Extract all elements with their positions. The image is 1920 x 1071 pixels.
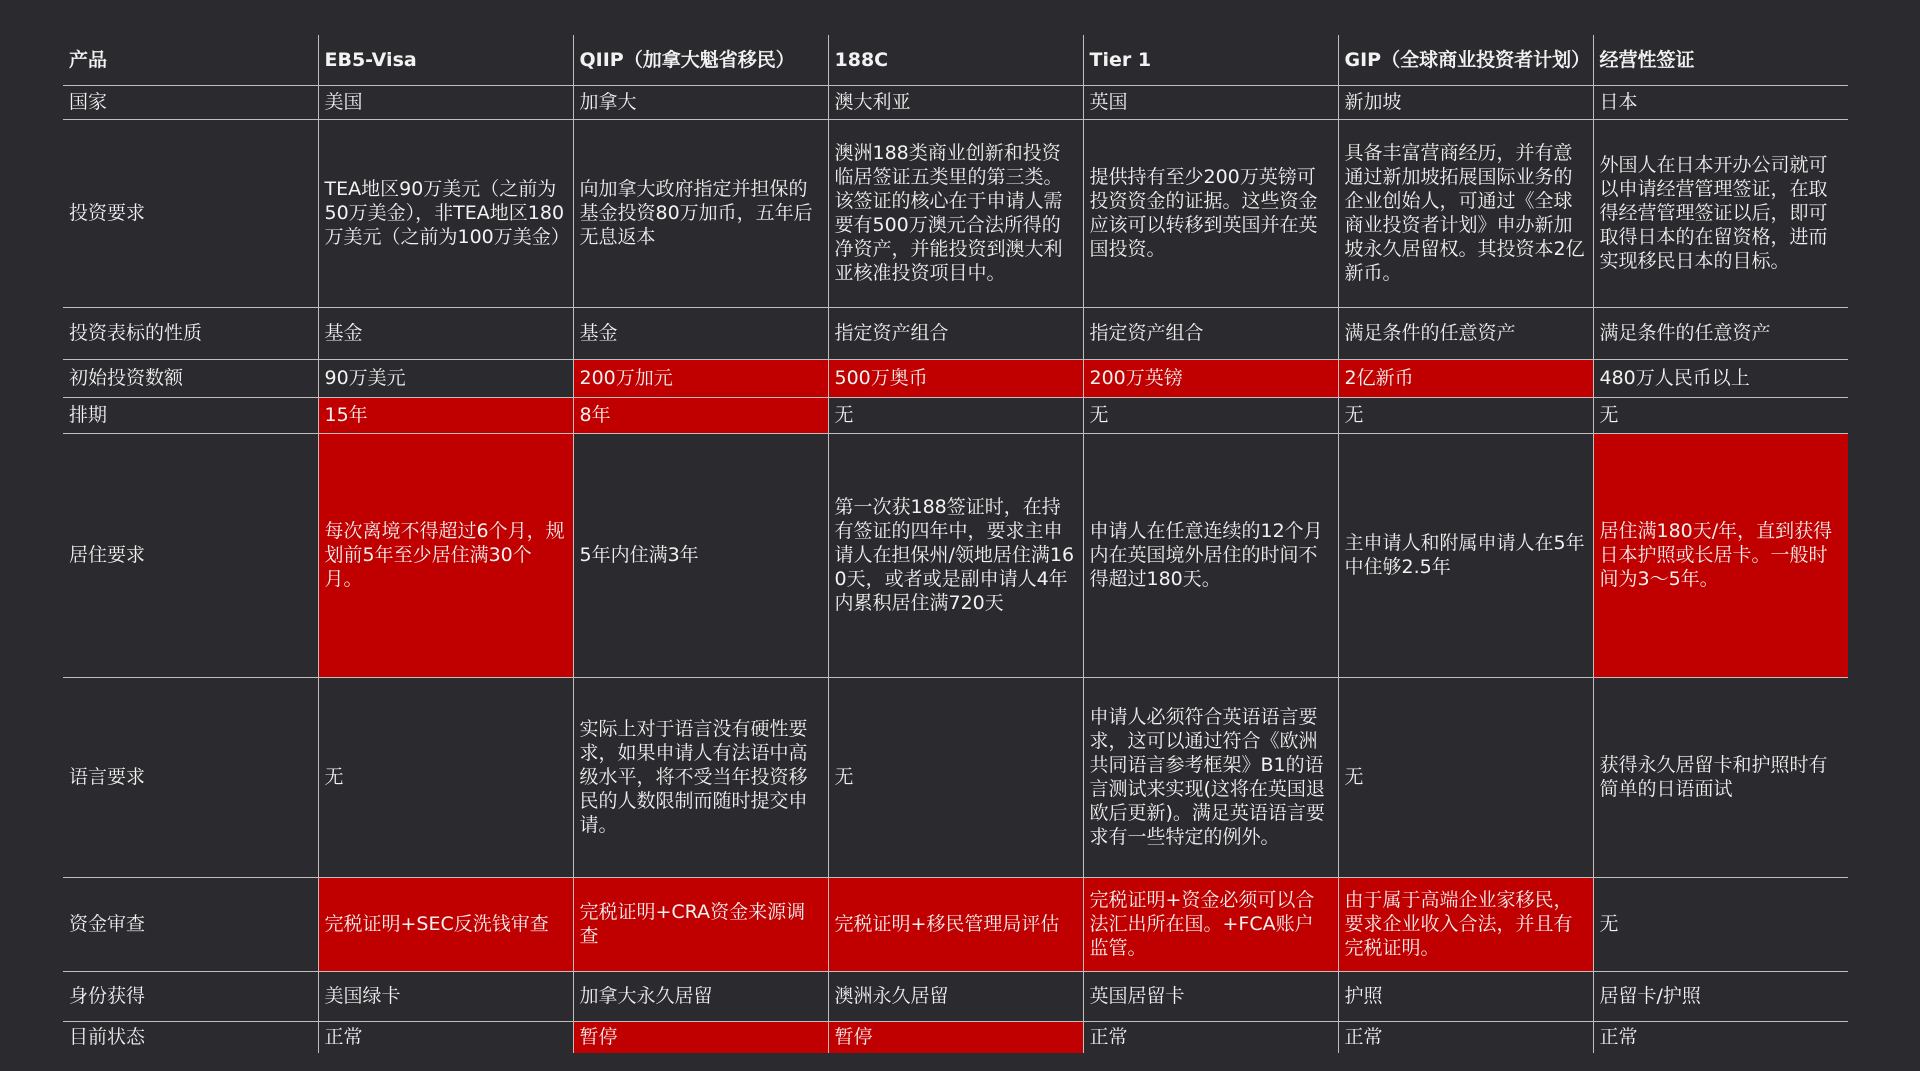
- row-label: 投资表标的性质: [63, 307, 318, 359]
- table-cell: 英国居留卡: [1083, 971, 1338, 1021]
- table-cell: 基金: [573, 307, 828, 359]
- highlighted-cell: 500万奥币: [828, 359, 1083, 397]
- row-label: 投资要求: [63, 119, 318, 307]
- table-cell: 第一次获188签证时，在持有签证的四年中，要求主申请人在担保州/领地居住满160天，或者或是副申请人4年内累积居住满720天: [828, 433, 1083, 677]
- table-cell: 无: [1593, 877, 1848, 971]
- header-cell: Tier 1: [1083, 35, 1338, 85]
- table-cell: 新加坡: [1338, 85, 1593, 119]
- row-label: 语言要求: [63, 677, 318, 877]
- table-cell: 日本: [1593, 85, 1848, 119]
- highlighted-cell: 完税证明+移民管理局评估: [828, 877, 1083, 971]
- table-cell: 无: [1083, 397, 1338, 433]
- header-cell: GIP（全球商业投资者计划）: [1338, 35, 1593, 85]
- table-cell: 外国人在日本开办公司就可以申请经营管理签证，在取得经营管理签证以后，即可取得日本的在留资格，进而实现移民日本的目标。: [1593, 119, 1848, 307]
- row-label: 资金审查: [63, 877, 318, 971]
- table-cell: 正常: [1083, 1021, 1338, 1053]
- row-label: 国家: [63, 85, 318, 119]
- table-cell: 无: [1593, 397, 1848, 433]
- table-cell: 5年内住满3年: [573, 433, 828, 677]
- table-cell: 指定资产组合: [1083, 307, 1338, 359]
- header-cell: QIIP（加拿大魁省移民）: [573, 35, 828, 85]
- table-header-row: [63, 35, 1848, 85]
- header-cell: 188C: [828, 35, 1083, 85]
- row-label: 初始投资数额: [63, 359, 318, 397]
- highlighted-cell: 暂停: [828, 1021, 1083, 1053]
- row-label: 身份获得: [63, 971, 318, 1021]
- table-cell: 90万美元: [318, 359, 573, 397]
- table-row: [63, 433, 1848, 677]
- table-cell: 获得永久居留卡和护照时有简单的日语面试: [1593, 677, 1848, 877]
- highlighted-cell: 暂停: [573, 1021, 828, 1053]
- table-cell: 申请人必须符合英语语言要求，这可以通过符合《欧洲共同语言参考框架》B1的语言测试来实现(这将在英国退欧后更新)。满足英语语言要求有一些特定的例外。: [1083, 677, 1338, 877]
- row-label: 目前状态: [69, 1026, 146, 1049]
- table-cell: 满足条件的任意资产: [1593, 307, 1848, 359]
- table-cell: 英国: [1083, 85, 1338, 119]
- table-cell: 加拿大永久居留: [573, 971, 828, 1021]
- highlighted-cell: 200万英镑: [1083, 359, 1338, 397]
- row-label: 居住要求: [63, 433, 318, 677]
- table-row: [63, 85, 1848, 119]
- table-row: [63, 119, 1848, 307]
- table-cell: 指定资产组合: [828, 307, 1083, 359]
- table-cell: 正常: [1338, 1021, 1593, 1053]
- table-row: [63, 1021, 1848, 1053]
- table-row: [63, 677, 1848, 877]
- table-row: [63, 877, 1848, 971]
- table-cell: TEA地区90万美元（之前为50万美金），非TEA地区180万美元（之前为100万美金）: [318, 119, 573, 307]
- highlighted-cell: 15年: [318, 397, 573, 433]
- header-cell: 产品: [63, 35, 318, 85]
- table-cell: 无: [828, 677, 1083, 877]
- highlighted-cell: 居住满180天/年，直到获得日本护照或长居卡。一般时间为3～5年。: [1593, 433, 1848, 677]
- table-cell: 基金: [318, 307, 573, 359]
- table-cell: 美国: [318, 85, 573, 119]
- table-cell: 护照: [1338, 971, 1593, 1021]
- table-row: [63, 971, 1848, 1021]
- table-cell: 正常: [1593, 1021, 1848, 1053]
- table-cell: 澳大利亚: [828, 85, 1083, 119]
- highlighted-cell: 完税证明+CRA资金来源调查: [573, 877, 828, 971]
- table-cell: 澳洲永久居留: [828, 971, 1083, 1021]
- table-cell: 满足条件的任意资产: [1338, 307, 1593, 359]
- table-cell: 申请人在任意连续的12个月内在英国境外居住的时间不得超过180天。: [1083, 433, 1338, 677]
- row-label: 排期: [63, 397, 318, 433]
- table-cell: 向加拿大政府指定并担保的基金投资80万加币，五年后无息返本: [573, 119, 828, 307]
- highlighted-cell: 完税证明+SEC反洗钱审查: [318, 877, 573, 971]
- table-cell: 居留卡/护照: [1593, 971, 1848, 1021]
- table-cell: 提供持有至少200万英镑可投资资金的证据。这些资金应该可以转移到英国并在英国投资。: [1083, 119, 1338, 307]
- table-cell: 加拿大: [573, 85, 828, 119]
- table-cell: 480万人民币以上: [1593, 359, 1848, 397]
- highlighted-cell: 每次离境不得超过6个月，规划前5年至少居住满30个月。: [318, 433, 573, 677]
- table-cell: 主申请人和附属申请人在5年中住够2.5年: [1338, 433, 1593, 677]
- header-cell: 经营性签证: [1593, 35, 1848, 85]
- highlighted-cell: 由于属于高端企业家移民，要求企业收入合法，并且有完税证明。: [1338, 877, 1593, 971]
- table-cell: 无: [828, 397, 1083, 433]
- table-cell: 正常: [318, 1021, 573, 1053]
- table-row: [63, 397, 1848, 433]
- table-cell: 澳洲188类商业创新和投资临居签证五类里的第三类。该签证的核心在于申请人需要有500万澳元合法所得的净资产，并能投资到澳大利亚核准投资项目中。: [828, 119, 1083, 307]
- table-cell: 无: [318, 677, 573, 877]
- highlighted-cell: 完税证明+资金必须可以合法汇出所在国。+FCA账户监管。: [1083, 877, 1338, 971]
- comparison-table: [63, 35, 1848, 1053]
- highlighted-cell: 8年: [573, 397, 828, 433]
- table-cell: 无: [1338, 677, 1593, 877]
- highlighted-cell: 200万加元: [573, 359, 828, 397]
- table-cell: 无: [1338, 397, 1593, 433]
- table-cell: 具备丰富营商经历，并有意通过新加坡拓展国际业务的企业创始人，可通过《全球商业投资者计划》申办新加坡永久居留权。其投资本2亿新币。: [1338, 119, 1593, 307]
- highlighted-cell: 2亿新币: [1338, 359, 1593, 397]
- header-cell: EB5-Visa: [318, 35, 573, 85]
- table-row: [63, 307, 1848, 359]
- table-row: [63, 359, 1848, 397]
- table-cell: 美国绿卡: [318, 971, 573, 1021]
- table-cell: 实际上对于语言没有硬性要求，如果申请人有法语中高级水平，将不受当年投资移民的人数限制而随时提交申请。: [573, 677, 828, 877]
